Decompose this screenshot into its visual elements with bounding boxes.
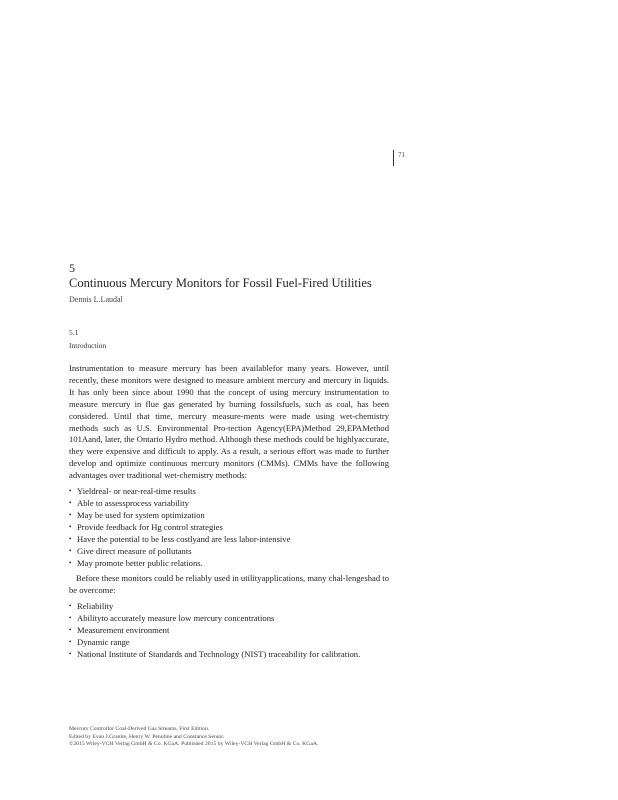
list-item: • Dynamic range [69,636,130,647]
list-item: • Reliability [69,601,114,612]
bullet-icon: • [69,649,72,658]
list-item: • Provide feedback for Hg control strategies [69,521,223,532]
section-number: 5.1 [69,328,79,337]
page-number-rule [393,150,394,166]
bullet-icon: • [69,626,72,635]
chapter-title: Continuous Mercury Monitors for Fossil Fuel-Fired Utilities [69,276,372,290]
bullet-icon: • [69,602,72,611]
list-item: • National Institute of Standards and Technology (NIST) traceability for calibration. [69,648,361,659]
footer-line: Edited by Evan J.Granite, Henry W. Pennline and Constance Senior. [69,733,225,740]
list-item: • Abilityto accurately measure low mercury concentrations [69,613,275,624]
list-item: • Give direct measure of pollutants [69,545,192,556]
challenges-list [69,601,389,661]
copyright-footer [69,726,429,749]
bullet-icon: • [69,637,72,646]
chapter-number: 5 [69,261,75,275]
page-number: 71 [398,151,405,159]
bullet-icon: • [69,534,72,543]
list-item: • Measurement environment [69,625,170,636]
bullet-icon: • [69,487,72,496]
section-title: Introduction [69,341,107,350]
footer-line: ©2015 Wiley-VCH Verlag GmbH & Co. KGaA. Published 2015 by Wiley-VCH Verlag GmbH & Co. KGaA. [69,741,319,748]
bullet-icon: • [69,614,72,623]
list-item: • May promote better public relations. [69,557,203,568]
bullet-icon: • [69,510,72,519]
footer-line: Mercury Controlfor Coal-Derived Gas Streams, First Edition. [69,726,210,732]
bullet-icon: • [69,558,72,567]
paragraph-challenges: Before these monitors could be reliably used in utilityapplications, many chal-lengeshad to be overcome: [69,573,389,596]
chapter-author: Dennis L.Laudal [69,295,123,304]
list-item: • May be used for system optimization [69,509,205,520]
bullet-icon: • [69,498,72,507]
bullet-icon: • [69,546,72,555]
body-text [69,363,389,665]
bullet-icon: • [69,522,72,531]
advantages-list [69,486,389,569]
paragraph-intro: Instrumentation to measure mercury has been availablefor many years. However, until recently, these monitors were designed to measure ambient mercury and mercury in liquids. It has only been since about 1990 that the concept of using mercury instrumentation to measure mercury in flue gas generated by burning fossilsfuels, such as coal, has been considered. Until that time, mercury measure-ments were made using wet-chemistry methods such as U.S. Environmental Pro-tection Agency(EPA)Method 29,EPAMethod 101Aand, later, the Ontario Hydro method. Although these methods could be highlyaccurate, they were expensive and difficult to apply. As a result, a serious effort was made to further develop and optimize continuous mercury monitors (CMMs). CMMs have the following advantages over traditional wet-chemistry methods: [69,363,389,481]
list-item: • Have the potential to be less costlyand are less labor-intensive [69,533,291,544]
list-item: • Yieldreal- or near-real-time results [69,486,196,497]
list-item: • Able to assessprocess variability [69,497,189,508]
